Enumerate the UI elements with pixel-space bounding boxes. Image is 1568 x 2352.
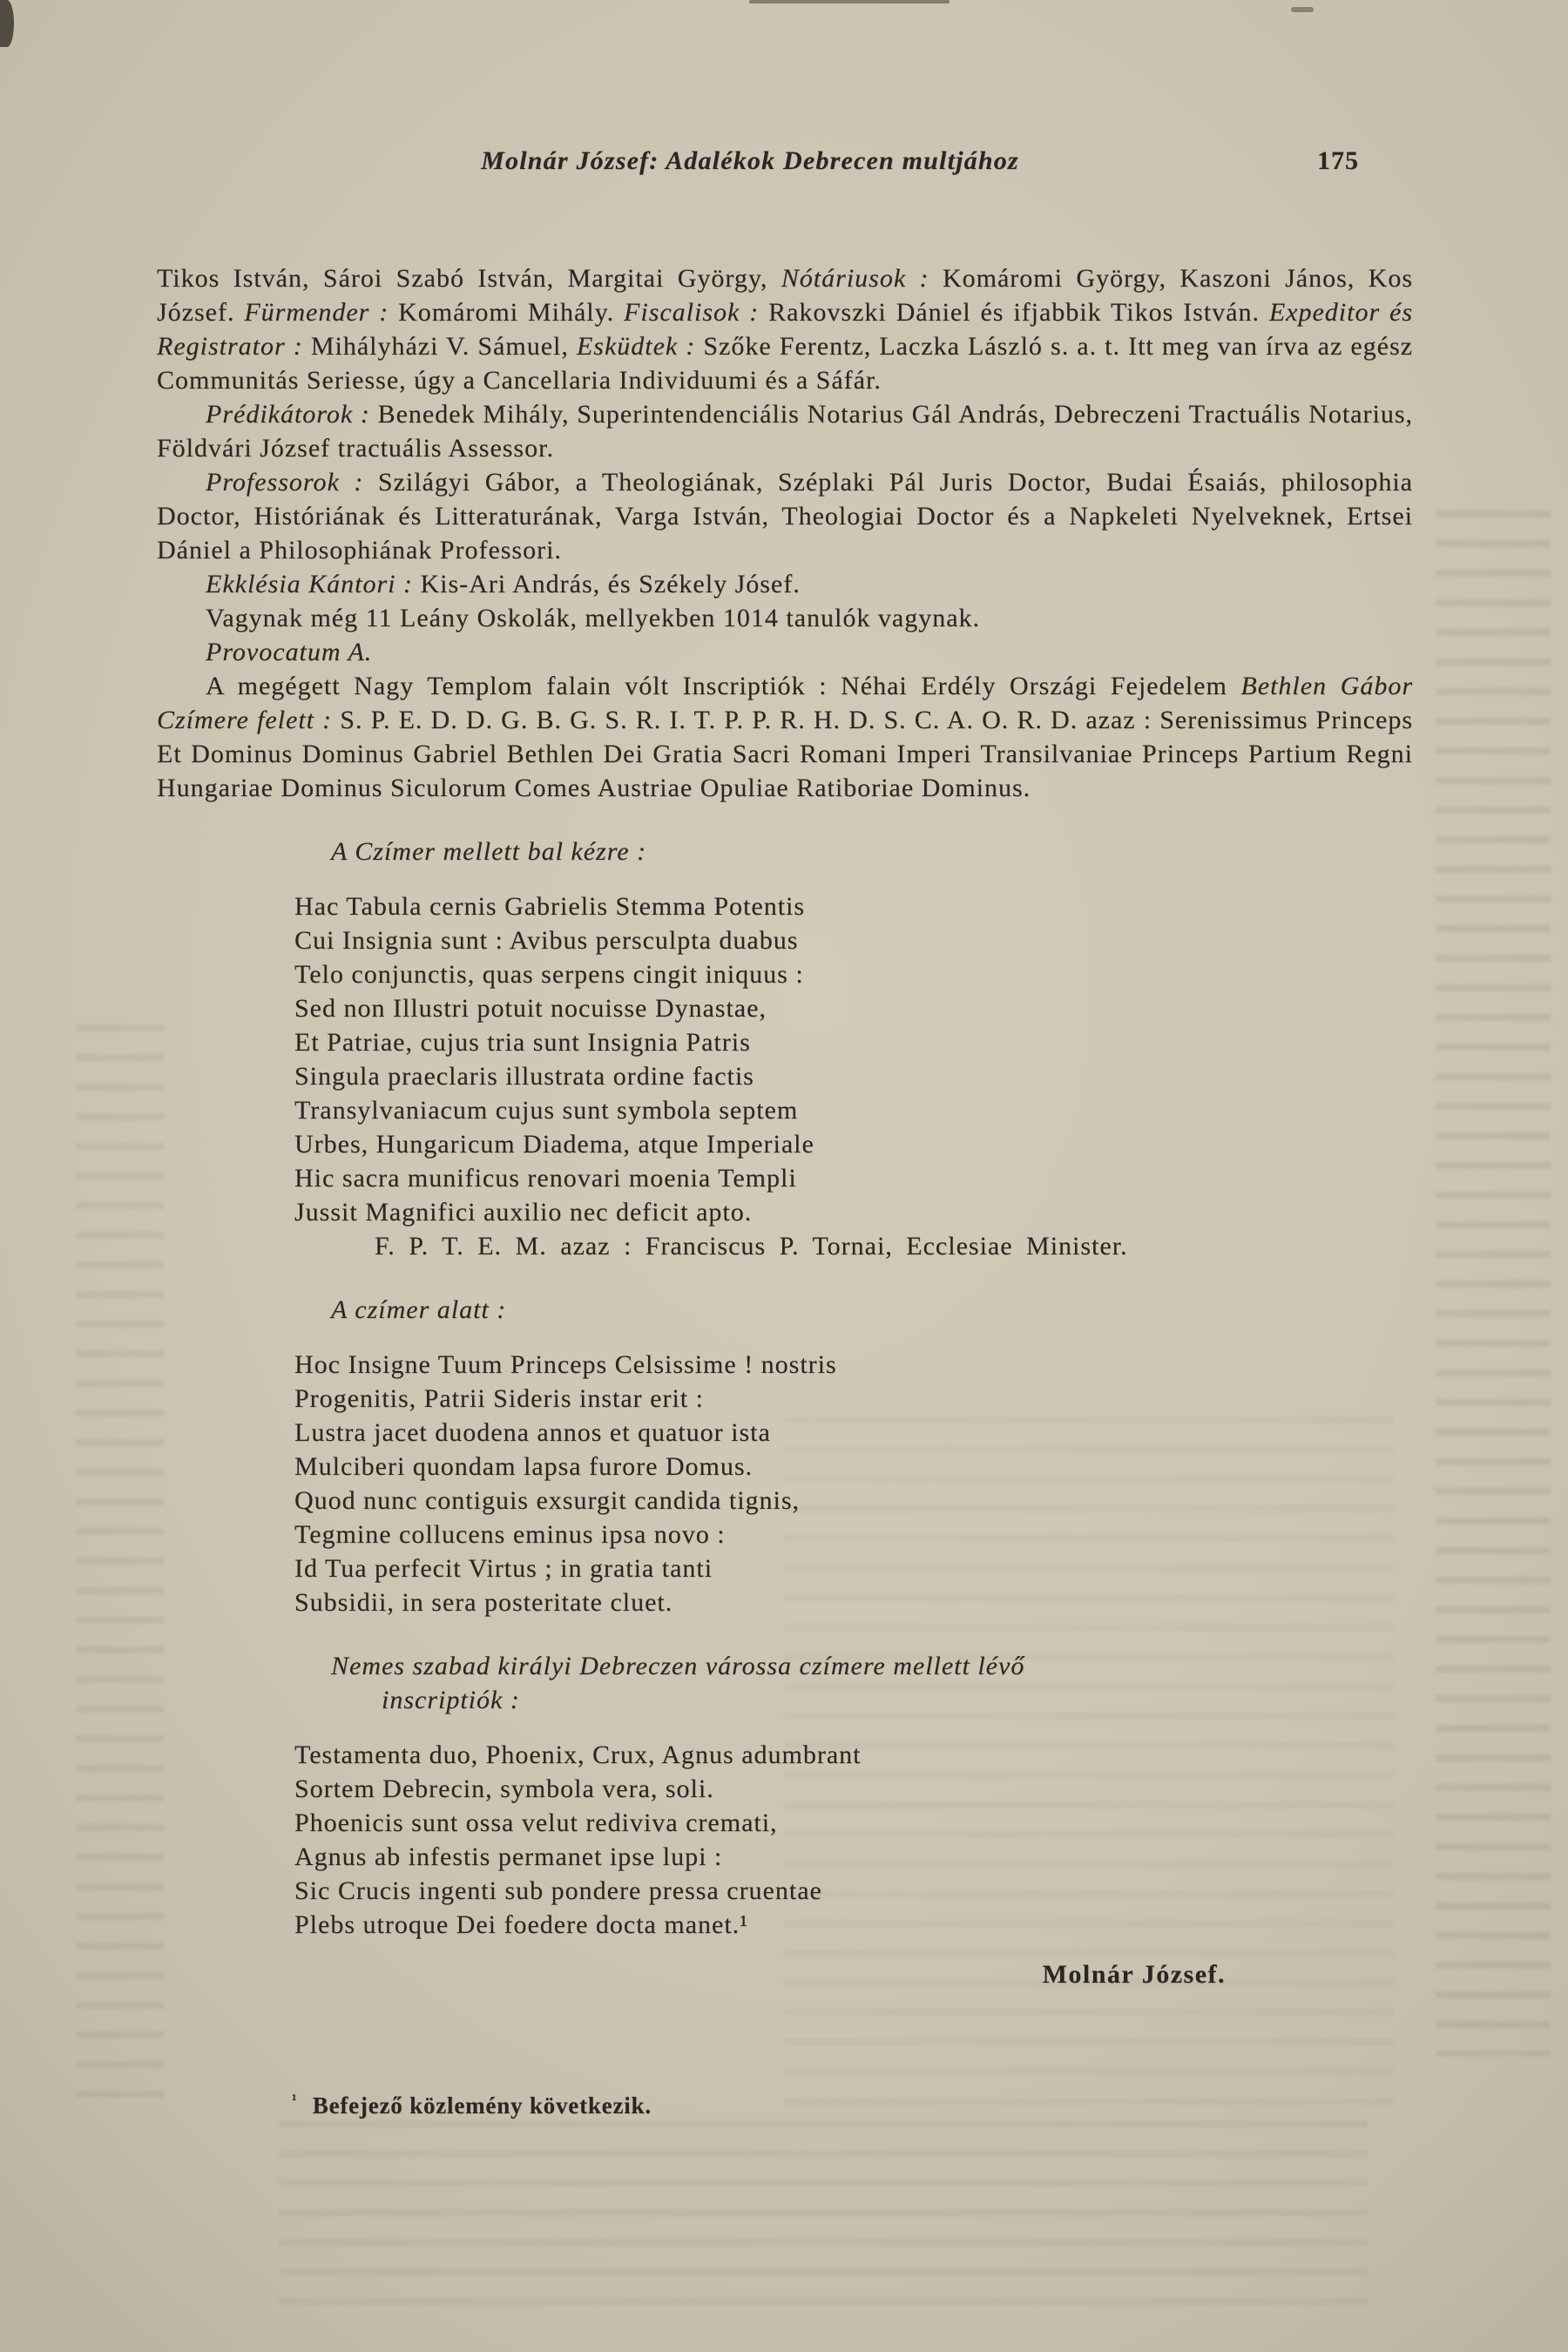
text-line: Jussit Magnifici auxilio nec deficit apto. <box>294 1198 753 1227</box>
heading-block <box>331 835 1413 868</box>
signature-block <box>157 1957 1413 1991</box>
text-line: Molnár József. <box>1042 1960 1226 1989</box>
italic-run: Fürmender : <box>244 298 399 327</box>
italic-run: Prédikátorok : <box>206 400 378 429</box>
running-title: Molnár József: Adalékok Debrecen multjához <box>481 146 1019 175</box>
text-line: F. P. T. E. M. azaz : Franciscus P. Tornai, Ecclesiae Minister. <box>375 1232 1128 1260</box>
running-head <box>157 146 1413 185</box>
italic-run: Fiscalisok : <box>624 298 769 327</box>
text-run: Tikos István, Sároi Szabó István, Margitai György, <box>157 264 781 293</box>
footnote <box>292 2091 652 2119</box>
page-content <box>157 261 1413 1991</box>
text-line: Sortem Debrecin, symbola vera, soli. <box>294 1774 714 1803</box>
text-line: Telo conjunctis, quas serpens cingit iniquus : <box>294 960 804 989</box>
italic-run: Professorok : <box>206 468 378 497</box>
text-line: Hoc Insigne Tuum Princeps Celsissime ! nostris <box>294 1350 837 1379</box>
italic-run: Ekklésia Kántori : <box>206 570 421 598</box>
footnote-marker: ¹ <box>292 2091 298 2108</box>
text-line: Singula praeclaris illustrata ordine factis <box>294 1062 754 1091</box>
text-line: Sed non Illustri potuit nocuisse Dynastae, <box>294 994 767 1023</box>
text-line: Urbes, Hungaricum Diadema, atque Imperiale <box>294 1130 814 1159</box>
text-line: Subsidii, in sera posteritate cluet. <box>294 1588 673 1617</box>
text-run: Szőke Ferentz, Laczka László s. a. t. Itt meg van írva az egész Communitás Seriesse, úgy a Cancellaria Individuumi és a Sáfár. <box>157 332 1413 395</box>
heading-block <box>331 1649 1413 1717</box>
bleed-through-left <box>77 1002 164 2099</box>
text-run: Komáromi György, Kaszoni János, Kos József. <box>157 264 1413 327</box>
text-run: Benedek Mihály, Superintendenciális Notarius Gál András, Debreczeni Tractuális Notarius, Földvári József tractuális Assessor. <box>157 400 1413 463</box>
attribution-block <box>375 1229 1413 1263</box>
heading-block <box>331 1293 1413 1327</box>
footnote-text: Befejező közlemény következik. <box>312 2092 652 2119</box>
text-line: Plebs utroque Dei foedere docta manet.¹ <box>294 1910 749 1939</box>
paragraph-block <box>157 567 1413 601</box>
verse-block <box>294 889 1413 1229</box>
text-line: Sic Crucis ingenti sub pondere pressa cruentae <box>294 1876 822 1905</box>
text-line: Mulciberi quondam lapsa furore Domus. <box>294 1452 754 1481</box>
paragraph-block <box>157 261 1413 397</box>
text-line: Phoenicis sunt ossa velut rediviva cremati, <box>294 1808 778 1837</box>
text-run: Mihályházi V. Sámuel, <box>310 332 577 361</box>
text-line: Transylvaniacum cujus sunt symbola septem <box>294 1096 799 1125</box>
paragraph-block <box>157 635 1413 669</box>
text-run: Rakovszki Dániel és ifjabbik Tikos István. <box>768 298 1269 327</box>
verse-block <box>294 1738 1413 1942</box>
text-line: Progenitis, Patrii Sideris instar erit : <box>294 1384 704 1413</box>
text-run: A megégett Nagy Templom falain vólt Inscriptiók : Néhai Erdély Országi Fejedelem <box>206 672 1241 700</box>
text-line: Nemes szabad királyi Debreczen várossa czímere mellett lévő <box>331 1652 1025 1680</box>
text-line: Agnus ab infestis permanet ipse lupi : <box>294 1842 723 1871</box>
text-line: Tegmine collucens eminus ipsa novo : <box>294 1520 726 1549</box>
text-line: Testamenta duo, Phoenix, Crux, Agnus adumbrant <box>294 1740 862 1769</box>
italic-run: Bethlen Gábor Czímere felett : <box>157 672 1413 734</box>
scan-edge-mark <box>1291 7 1314 12</box>
text-line: inscriptiók : <box>382 1686 520 1714</box>
paragraph-block <box>157 397 1413 465</box>
paragraph-block <box>157 669 1413 805</box>
text-run: Szilágyi Gábor, a Theologiának, Széplaki Pál Juris Doctor, Budai Ésaiás, philosophia Doctor, Históriának és Litteraturának, Varga István, Theologiai Doctor és a Napkeleti Nyelveknek, Ertsei Dániel a Philosophiának Professori. <box>157 468 1413 564</box>
text-run: Vagynak még 11 Leány Oskolák, mellyekben 1014 tanulók vagynak. <box>206 604 981 632</box>
text-line: Hic sacra munificus renovari moenia Templi <box>294 1164 797 1193</box>
text-line: Hac Tabula cernis Gabrielis Stemma Potentis <box>294 892 806 921</box>
scan-edge-mark <box>749 0 950 3</box>
paragraph-block <box>157 601 1413 635</box>
paragraph-block <box>157 465 1413 567</box>
text-line: Cui Insignia sunt : Avibus persculpta duabus <box>294 926 799 955</box>
verse-block <box>294 1348 1413 1619</box>
bleed-through-right <box>1436 488 1551 2056</box>
text-run: S. P. E. D. D. G. B. G. S. R. I. T. P. P. R. H. D. S. C. A. O. R. D. azaz : Serenissimus Princeps Et Dominus Dominus Gabriel Bethlen Dei Gratia Sacri Romani Imperi Transilvaniae Princeps Partium Regni Hungariae Dominus Siculorum Comes Austriae Opuliae Ratiboriae Dominus. <box>157 706 1413 802</box>
italic-run: Provocatum A. <box>206 638 373 666</box>
text-line: Lustra jacet duodena annos et quatuor ista <box>294 1418 771 1447</box>
text-line: Quod nunc contiguis exsurgit candida tignis, <box>294 1486 801 1515</box>
italic-run: Esküdtek : <box>576 332 704 361</box>
italic-run: Nótáriusok : <box>781 264 943 293</box>
bleed-through-bottom <box>279 2098 1368 2307</box>
page-number: 175 <box>1317 146 1359 175</box>
text-run: Komáromi Mihály. <box>398 298 625 327</box>
text-line: Et Patriae, cujus tria sunt Insignia Patris <box>294 1028 751 1057</box>
text-line: A Czímer mellett bal kézre : <box>331 837 647 866</box>
text-line: A czímer alatt : <box>331 1295 507 1324</box>
text-line: Id Tua perfecit Virtus ; in gratia tanti <box>294 1554 713 1583</box>
italic-run: Expeditor és Registrator : <box>157 298 1413 361</box>
text-run: Kis-Ari András, és Székely Jósef. <box>420 570 801 598</box>
scan-edge-mark <box>0 0 14 47</box>
